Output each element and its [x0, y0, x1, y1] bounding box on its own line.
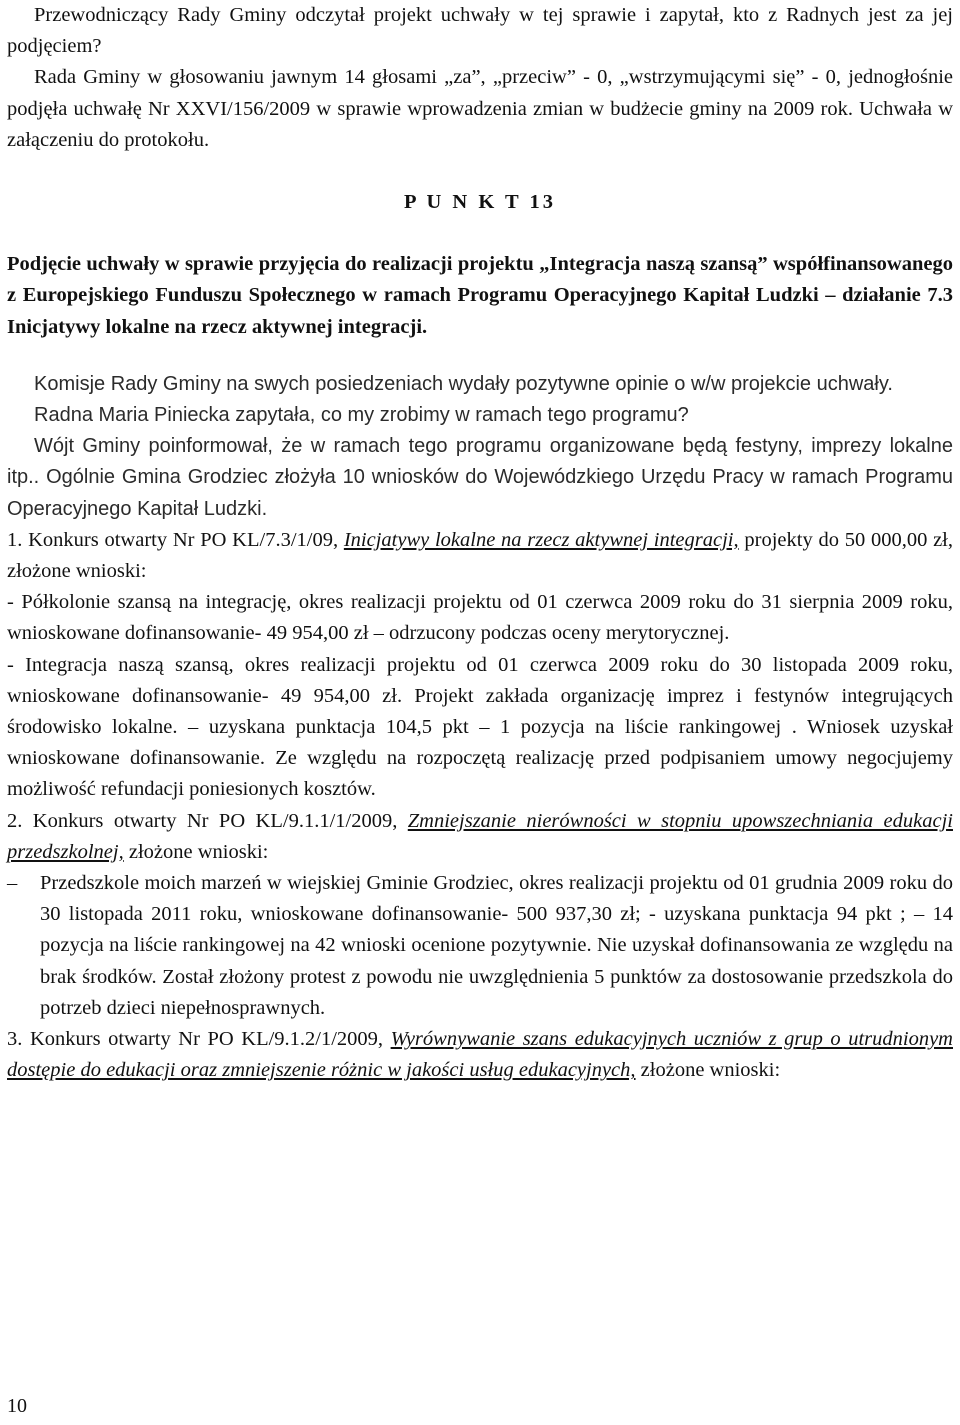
contest-2-prefix: 2. Konkurs otwarty Nr PO KL/9.1.1/1/2009,: [7, 809, 408, 832]
paragraph-vote-result: Rada Gminy w głosowaniu jawnym 14 głosami „za”, „przeciw” - 0, „wstrzymującymi się” - 0, jednogłośnie podjęła uchwałę Nr XXVI/156/2009 w sprawie wprowadzenia zmian w budżecie gminy na 2009 rok. Uchwała w załączeniu do protokołu.: [7, 66, 953, 151]
contest-3-suffix: złożone wnioski:: [635, 1059, 781, 1082]
paragraph-chairman-question: Przewodniczący Rady Gminy odczytał projekt uchwały w tej sprawie i zapytał, kto z Radnych jest za jej podjęciem?: [7, 4, 953, 58]
contest-1-title: Inicjatywy lokalne na rzecz aktywnej integracji,: [343, 528, 739, 551]
contest-1: [7, 525, 953, 587]
contest-2: [7, 806, 953, 868]
contest-1-application-b: - Integracja naszą szansą, okres realizacji projektu od 01 czerwca 2009 roku do 30 listopada 2009 roku, wnioskowane dofinansowanie- 49 954,00 zł. Projekt zakłada organizację imprez i festynów integrujących środowisko lokalne. – uzyskana punktacja 104,5 pkt – 1 pozycja na liście rankingowej . Wniosek uzyskał wnioskowane dofinansowanie. Ze względu na rozpoczętą realizację przed podpisaniem umowy negocjujemy możliwość refundacji poniesionych kosztów.: [7, 653, 953, 801]
contest-1-application-a: - Półkolonie szansą na integrację, okres realizacji projektu od 01 czerwca 2009 roku do 31 sierpnia 2009 roku, wnioskowane dofinansowanie- 49 954,00 zł – odrzucony podczas oceny merytorycznej.: [7, 591, 953, 645]
contest-1-prefix: 1. Konkurs otwarty Nr PO KL/7.3/1/09,: [7, 528, 344, 551]
section-heading: P U N K T 13: [403, 191, 556, 214]
contest-3-title: Wyrównywanie szans edukacyjnych uczniów z grup o utrudnionym dostępie do edukacji oraz zmniejszenie różnic w jakości usług edukacyjnych,: [7, 1028, 953, 1082]
contest-3-prefix: 3. Konkurs otwarty Nr PO KL/9.1.2/1/2009,: [7, 1028, 391, 1051]
contest-1-suffix: projekty do 50 000,00 zł, złożone wnioski:: [7, 528, 953, 583]
dash-bullet: –: [7, 872, 18, 895]
contest-2-suffix: złożone wnioski:: [123, 840, 269, 863]
paragraph-mayor-answer: Wójt Gminy poinformował, że w ramach tego programu organizowane będą festyny, imprezy lokalne itp.. Ogólnie Gmina Grodziec złożyła 10 wniosków do Wojewódzkiego Urzędu Pracy w ramach Programu Operacyjnego Kapitał Ludzki.: [7, 435, 953, 520]
contest-2-application: [7, 868, 953, 1024]
paragraph-councillor-question: Radna Maria Piniecka zapytała, co my zrobimy w ramach tego programu?: [34, 404, 689, 427]
paragraph-commissions: Komisje Rady Gminy na swych posiedzeniach wydały pozytywne opinie o w/w projekcie uchwały.: [34, 372, 893, 395]
document-page: [7, 0, 953, 1087]
contest-2-title: Zmniejszanie nierówności w stopniu upowszechniania edukacji przedszkolnej,: [7, 809, 953, 863]
section-title: Podjęcie uchwały w sprawie przyjęcia do realizacji projektu „Integracja naszą szansą” współfinansowanego z Europejskiego Funduszu Społecznego w ramach Programu Operacyjnego Kapitał Ludzki – działanie 7.3 Inicjatywy lokalne na rzecz aktywnej integracji.: [7, 253, 953, 338]
page-number: 10: [7, 1395, 27, 1417]
contest-3: [7, 1024, 953, 1086]
contest-2-application-text: Przedszkole moich marzeń w wiejskiej Gminie Grodziec, okres realizacji projektu od 01 grudnia 2009 roku do 30 listopada 2011 roku, wnioskowane dofinansowanie- 500 937,30 zł; - uzyskana punktacja 94 pkt ; – 14 pozycja na liście rankingowej na 42 wnioski ocenione pozytywnie. Nie uzyskał dofinansowania ze względu na brak środków. Został złożony protest z powodu nie uwzględnienia 5 punktów za dostosowanie przedszkola do potrzeb dzieci niepełnosprawnych.: [40, 872, 953, 1019]
